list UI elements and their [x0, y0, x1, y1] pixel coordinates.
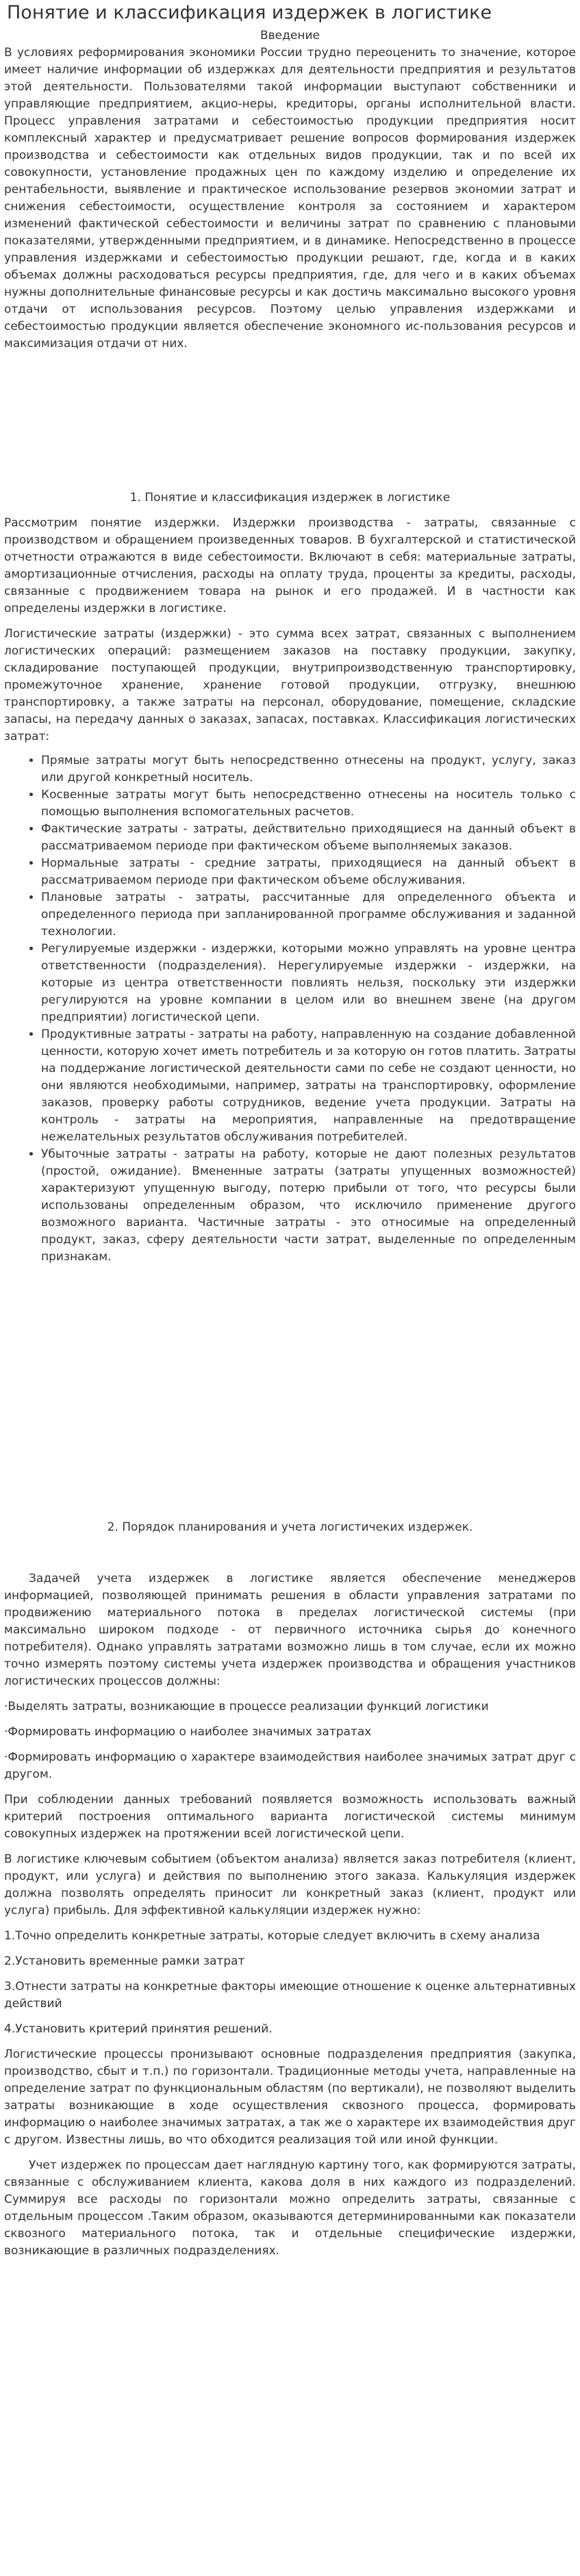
list-item: • Фактические затраты - затраты, действительно приходящиеся на данный объект в рассматриваемом периоде при фактическом объеме выполняемых заказов.	[41, 821, 576, 855]
list-item: • Плановые затраты - затраты, рассчитанные для определенного объекта и определенного периода при запланированной программе обслуживания и заданной технологии.	[41, 889, 576, 941]
spacer	[4, 1266, 576, 1519]
section1-heading: 1. Понятие и классификация издержек в логистике	[129, 491, 451, 505]
section2-heading: 2. Порядок планирования и учета логистичеких издержек.	[107, 1520, 473, 1534]
step-item: 1.Точно определить конкретные затраты, которые следует включить в схему анализа	[4, 1929, 540, 1943]
section2-paragraph-1: Задачей учета издержек в логистике является обеспечение менеджеров информацией, позволяющей принимать решения в области управления затратами по продвижению материального потока в пределах логистической системы (при максимально широком подходе - от первичного источника сырья до конечного потребителя). Однако управлять затратами возможно лишь в том случае, если их можно точно измерять поэтому системы учета издержек производства и обращения участников логистических процессов должны:	[4, 1572, 576, 1688]
step-item: 3.Отнести затраты на конкретные факторы имеющие отношение к оценке альтернативных действий	[4, 1980, 576, 2011]
section2-paragraph-3: В логистике ключевым событием (объектом анализа) является заказ потребителя (клиент, продукт, или услуга) и действия по выполнению этого заказа. Калькуляция издержек должна позволять определять приносит ли конкретный заказ (клиент, продукт или услуга) прибыль. Для эффективной калькуляции издержек нужно:	[4, 1852, 576, 1917]
section2-paragraph-4: Логистические процессы пронизывают основные подразделения предприятия (закупка, производство, сбыт и т.п.) по горизонтали. Традиционные методы учета, направленные на определение затрат по функциональным областям (по вертикали), не позволяют выделить затраты возникающие в ходе осуществления сквозного процесса, формировать информацию о наиболее значимых затратах, а так же о характере их взаимодействия друг с другом. Известны лишь, во что обходится реализация той или иной функции.	[4, 2048, 576, 2147]
document-title: Понятие и классификация издержек в логистике	[7, 2, 492, 23]
section1-paragraph-2: Логистические затраты (издержки) - это сумма всех затрат, связанных с выполнением логистических операций: размещением заказов на поставку продукции, закупку, складирование поступающей продукции, внутрипроизводственную транспортировку, промежуточное хранение, хранение готовой продукции, отгрузку, внешнюю транспортировку, а также затраты на персонал, оборудование, помещение, складские запасы, на передачу данных о заказах, запасах, поставках. Классификация логистических затрат:	[4, 627, 576, 743]
cost-classification-list	[4, 752, 576, 1266]
intro-paragraph: В условиях реформирования экономики России трудно переоценить то значение, которое имеет наличие информации об издержках для деятельности предприятия и результатов этой деятельности. Пользователями такой информации выступают собственники и управляющие предприятием, акцио-неры, кредиторы, органы исполнительной власти. Процесс управления затратами и себестоимостью продукции предприятия носит комплексный характер и предусматривает решение вопросов формирования издержек производства и себестоимости как отдельных видов продукции, так и по всей их совокупности, установление продажных цен по каждому изделию и определение их рентабельности, выявление и практическое использование резервов экономии затрат и снижения себестоимости, осуществление контроля за состоянием и характером изменений фактической себестоимости и величины затрат по сравнению с плановыми показателями, утвержденными предприятием, и в динамике. Непосредственно в процессе управления издержками и себестоимостью продукции решают, где, когда и в каких объемах должны расходоваться ресурсы предприятия, где, для чего и в каких объемах нужны дополнительные финансовые ресурсы и как достичь максимально высокого уровня отдачи от использования ресурсов. Поэтому целью управления издержками и себестоимостью продукции является обеспечение экономного ис-пользования ресурсов и максимизация отдачи от них.	[4, 46, 576, 350]
list-item: • Продуктивные затраты - затраты на работу, направленную на создание добавленной ценности, которую хочет иметь потребитель и за которую он готов платить. Затраты на поддержание логистической деятельности сами по себе не создают ценности, но они являются необходимыми, например, затраты на транспортировку, оформление заказов, проверку работы сотрудников, ведение учета продукции. Затраты на контроль - затраты на мероприятия, направленные на предотвращение нежелательных результатов обслуживания потребителей.	[41, 1026, 576, 1146]
requirement-item: ·Формировать информацию о наиболее значимых затратах	[4, 1725, 372, 1739]
list-item: • Нормальные затраты - средние затраты, приходящиеся на данный объект в рассматриваемом периоде при фактическом объеме обслуживания.	[41, 855, 576, 889]
step-item: 2.Установить временные рамки затрат	[4, 1954, 245, 1968]
section2-paragraph-5: Учет издержек по процессам дает наглядную картину того, как формируются затраты, связанные с обслуживанием клиента, какова доля в них каждого из подразделений. Суммируя все расходы по горизонтали можно определить затраты, связанные с отдельным процессом .Таким образом, оказываются детерминированными как показатели сквозного материального потока, так и отдельные специфические издержки, возникающие в различных подразделениях.	[4, 2158, 576, 2258]
section2-paragraph-2: При соблюдении данных требований появляется возможность использовать важный критерий построения оптимального варианта логистической системы минимум совокупных издержек на протяжении всей логистической цепи.	[4, 1793, 576, 1841]
intro-heading: Введение	[260, 29, 320, 42]
list-item: • Регулируемые издержки - издержки, которыми можно управлять на уровне центра ответственности (подразделения). Нерегулируемые издержки - издержки, на которые из центра ответственности повлиять нельзя, поскольку эти издержки регулируются на уровне компании в целом или во внешнем звене (на другом предприятии) логистической цепи.	[41, 941, 576, 1026]
section1-paragraph-1: Рассмотрим понятие издержки. Издержки производства - затраты, связанные с производством и обращением произведенных товаров. В бухгалтерской и статистической отчетности отражаются в виде себестоимости. Включают в себя: материальные затраты, амортизационные отчисления, расходы на оплату труда, проценты за кредиты, расходы, связанные с продвижением товара на рынок и его продажей. И в частности как определены издержки в логистике.	[4, 516, 576, 615]
step-item: 4.Установить критерий принятия решений.	[4, 2022, 273, 2036]
list-item: • Косвенные затраты могут быть непосредственно отнесены на носитель только с помощью выполнения вспомогательных расчетов.	[41, 787, 576, 821]
requirement-item: ·Выделять затраты, возникающие в процессе реализации функций логистики	[4, 1700, 489, 1713]
spacer	[4, 353, 576, 489]
list-item: • Прямые затраты могут быть непосредственно отнесены на продукт, услугу, заказ или другой конкретный носитель.	[41, 752, 576, 787]
requirement-item: ·Формировать информацию о характере взаимодействия наиболее значимых затрат друг с другом.	[4, 1750, 576, 1781]
list-item: • Убыточные затраты - затраты на работу, которые не дают полезных результатов (простой, ожидание). Вмененные затраты (затраты упущенных возможностей) характеризуют упущенную выгоду, потерю прибыли от того, что ресурсы были использованы определенным образом, что исключило применение другого возможного варианта. Частичные затраты - это относимые на определенный продукт, заказ, сферу деятельности части затрат, выделенные по определенным признакам.	[41, 1146, 576, 1266]
